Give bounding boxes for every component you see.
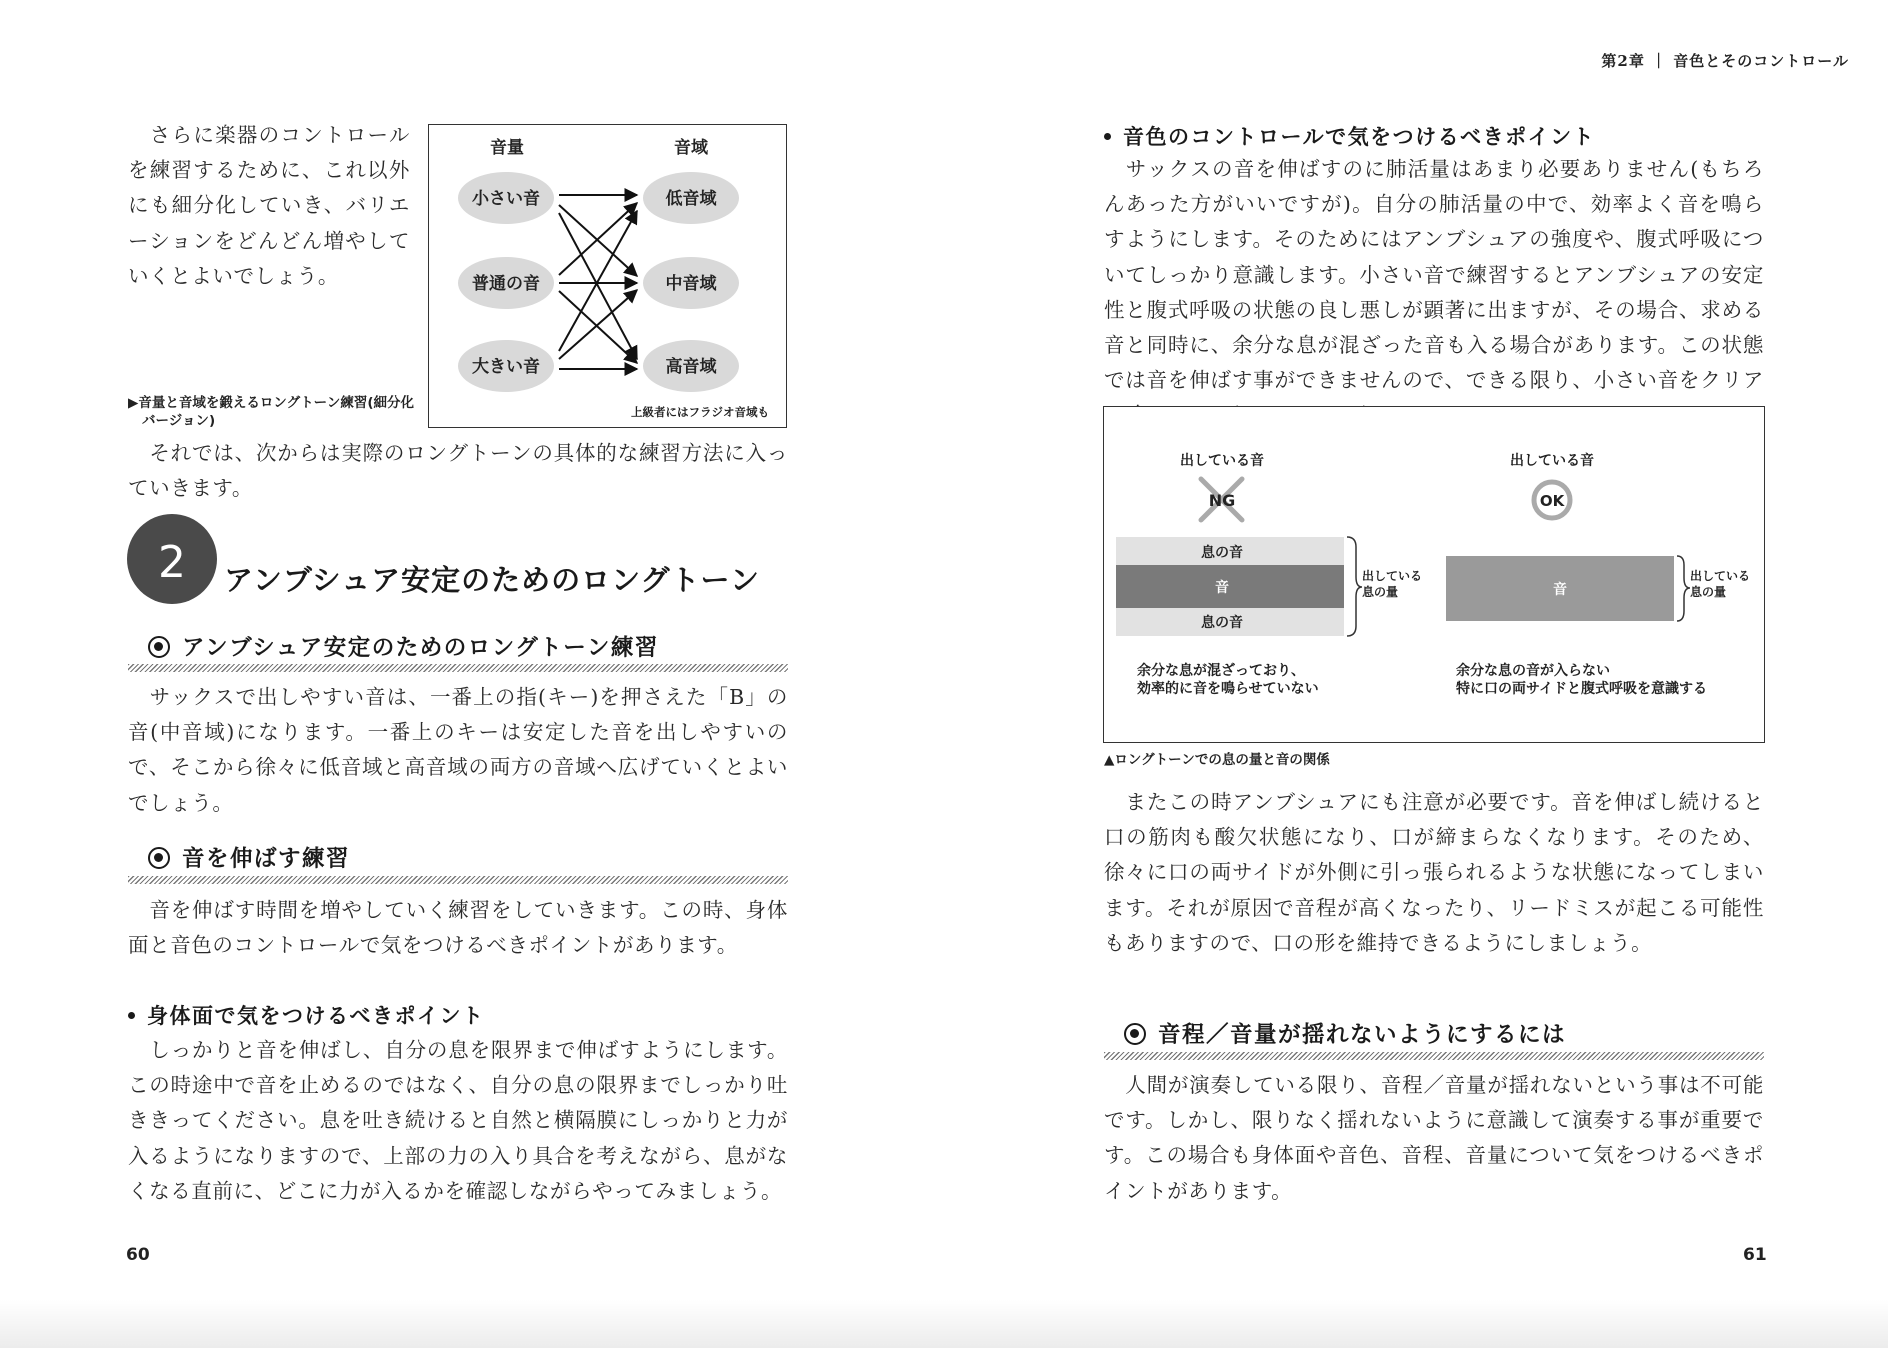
ok-description-line2: 特に口の両サイドと腹式呼吸を意識する — [1456, 681, 1708, 697]
ng-breath-top-label: 息の音 — [1201, 545, 1243, 561]
embouchure-paragraph: またこの時アンブシュアにも注意が必要です。音を伸ばし続けると口の筋肉も酸欠状態になり、口が締まらなくなります。そのため、徐々に口の両サイドが外側に引っ張られるような状態になってしまいます。それが原因で音程が高くなったり、リードミスが起こる可能性もありますので、口の形を維持できるようにしましょう。 — [1104, 790, 1764, 955]
range-low-label: 低音域 — [665, 189, 717, 209]
embouchure-practice-paragraph: サックスで出しやすい音は、一番上の指(キー)を押さえた「B」の音(中音域)になります。一番上のキーは安定した音を出しやすいので、そこから徐々に低音域と高音域の両方の音域へ広げていくとよいでしょう。 — [128, 685, 788, 815]
bullseye-icon — [148, 636, 170, 658]
volume-column-label: 音量 — [490, 138, 524, 158]
section-title: アンブシュア安定のためのロングトーン — [224, 563, 760, 597]
ng-sound-band — [1116, 565, 1344, 608]
figure1-caption: ▶音量と音域を鍛えるロングトーン練習(細分化バージョン) — [128, 395, 415, 429]
subheading-underline — [128, 876, 788, 884]
ng-description-line1: 余分な息が混ざっており、 — [1137, 663, 1305, 679]
subheading-underline — [128, 664, 788, 672]
bullseye-icon — [1124, 1023, 1146, 1045]
volume-large-label: 大きい音 — [472, 357, 540, 377]
subheading-pitch-volume — [1124, 1017, 1566, 1049]
volume-normal-label: 普通の音 — [472, 274, 540, 294]
ok-sound-label-inner: 音 — [1553, 582, 1567, 598]
ng-sound-label: 出している音 — [1180, 453, 1264, 469]
sustain-practice-paragraph: 音を伸ばす時間を増やしていく練習をしていきます。この時、身体面と音色のコントロールで気をつけるべきポイントがあります。 — [128, 898, 788, 958]
subheading-pitch-volume-text: 音程／音量が揺れないようにするには — [1158, 1022, 1567, 1048]
connection-arrows — [559, 195, 637, 369]
ng-amount-bracket — [1347, 537, 1362, 636]
figure2-caption: ▲ロングトーンでの息の量と音の関係 — [1104, 752, 1330, 768]
ng-amount-label-line2: 息の量 — [1362, 585, 1399, 599]
intro-paragraph: さらに楽器のコントロールを練習するために、これ以外にも細分化していき、バリエーションをどんどん増やしていくとよいでしょう。 — [128, 123, 410, 288]
volume-small-label: 小さい音 — [472, 189, 540, 209]
ng-breath-bottom-label: 息の音 — [1201, 615, 1243, 631]
page-number-left: 60 — [126, 1245, 150, 1265]
bottom-shadow — [0, 1300, 1888, 1348]
section-number-badge: 2 — [127, 514, 217, 604]
ok-mark: OK — [1539, 492, 1565, 510]
point-tone-heading-text: 音色のコントロールで気をつけるべきポイント — [1123, 125, 1596, 149]
ok-sound-label: 出している音 — [1510, 453, 1594, 469]
point-body-paragraph: しっかりと音を伸ばし、自分の息を限界まで伸ばすようにします。この時途中で音を止めるのではなく、自分の息の限界までしっかり吐ききってください。息を吐き続けると自然と横隔膜にしっかりと力が入るようになりますので、上部の力の入り具合を考えながら、息がなくなる直前に、どこに力が入るかを確認しながらやってみましょう。 — [128, 1038, 788, 1203]
ok-amount-label-line2: 息の量 — [1690, 585, 1727, 599]
bullet-dot-icon — [128, 1012, 135, 1019]
breath-sound-figure — [1103, 406, 1765, 743]
subheading-embouchure-practice — [148, 630, 659, 662]
volume-range-diagram — [429, 125, 785, 426]
point-tone-paragraph: サックスの音を伸ばすのに肺活量はあまり必要ありません(もちろんあった方がいいですが)。自分の肺活量の中で、効率よく音を鳴らすようにします。そのためにはアンブシュアの強度や、腹式呼吸についてしっかり意識します。小さい音で練習するとアンブシュアの安定性と腹式呼吸の状態の良し悪しが顕著に出ますが、その場合、求める音と同時に、余分な息が混ざった音も入る場合があります。この状態では音を伸ばす事ができませんので、できる限り、小さい音をクリア — [1104, 157, 1764, 393]
transition-paragraph: それでは、次からは実際のロングトーンの具体的な練習方法に入っていきます。 — [128, 441, 788, 501]
ok-amount-label-line1: 出している — [1690, 569, 1751, 583]
point-tone-heading — [1104, 121, 1595, 151]
ok-description-line1: 余分な息の音が入らない — [1456, 663, 1610, 679]
page-number-right: 61 — [1743, 1245, 1767, 1265]
ok-amount-bracket — [1677, 556, 1690, 621]
range-high-label: 高音域 — [665, 357, 717, 377]
point-body-heading-text: 身体面で気をつけるべきポイント — [147, 1004, 485, 1028]
running-head: 第2章 ｜ 音色とそのコントロール — [1601, 52, 1849, 70]
ng-amount-label-line1: 出している — [1362, 569, 1423, 583]
pitch-volume-paragraph: 人間が演奏している限り、音程／音量が揺れないという事は不可能です。しかし、限りなく揺れないように意識して演奏する事が重要です。この場合も身体面や音色、音程、音量について気をつけるべきポイントがあります。 — [1104, 1073, 1764, 1203]
subheading-underline — [1104, 1052, 1764, 1060]
ng-sound-label-inner: 音 — [1215, 580, 1229, 596]
range-column-label: 音域 — [674, 138, 708, 158]
volume-range-figure — [428, 124, 787, 428]
breath-sound-diagram — [1104, 407, 1763, 741]
subheading-sustain-practice-text: 音を伸ばす練習 — [182, 846, 351, 872]
ng-description-line2: 効率的に音を鳴らせていない — [1137, 681, 1319, 697]
subheading-sustain-practice — [148, 841, 350, 873]
left-page — [0, 0, 944, 1300]
bullet-dot-icon — [1104, 133, 1111, 140]
right-page — [944, 0, 1888, 1300]
ng-mark: NG — [1208, 491, 1236, 510]
range-mid-label: 中音域 — [665, 274, 717, 294]
point-body-heading — [128, 1000, 485, 1030]
bullseye-icon — [148, 847, 170, 869]
figure-note: 上級者にはフラジオ音域も — [631, 405, 769, 419]
subheading-embouchure-practice-text: アンブシュア安定のためのロングトーン練習 — [182, 635, 659, 661]
